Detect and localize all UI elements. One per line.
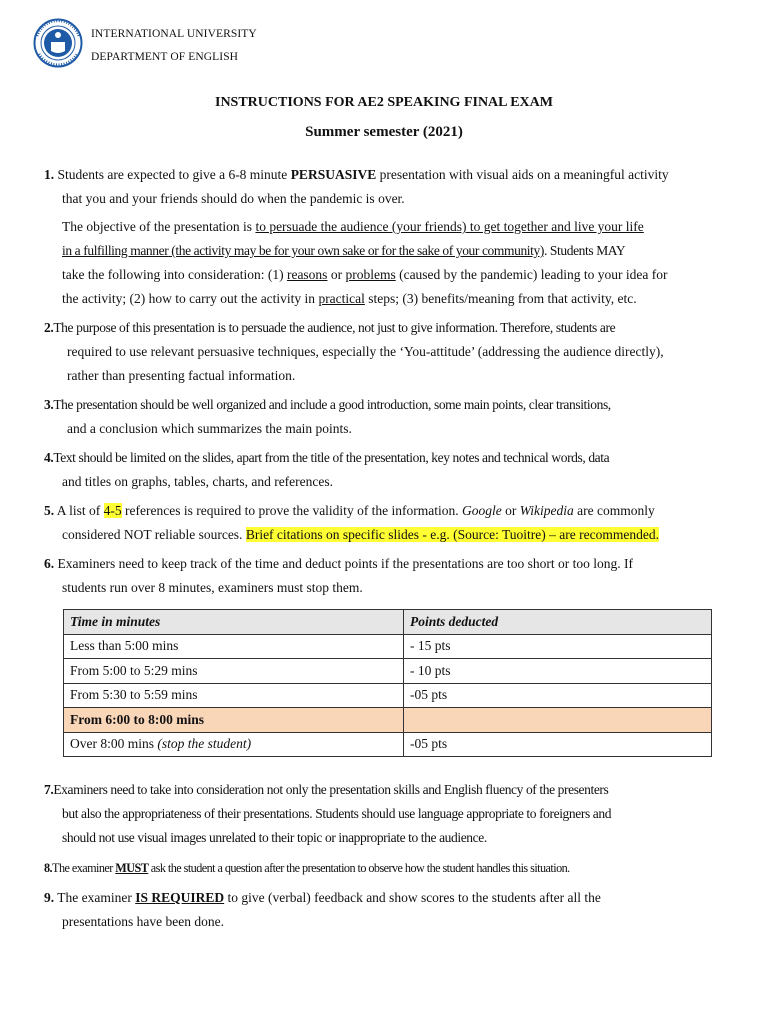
item-9-line-1 [44,886,601,910]
item-2-line-1 [44,316,615,340]
item-9-text: The examiner [57,890,136,905]
item-1-paragraph-line-4 [62,287,637,311]
item-5-highlight: 4-5 [103,503,122,518]
item-8-text: ask the student a question after the presentation to observe how the student handles this situation. [148,861,570,875]
item-1-text: Students are expected to give a 6-8 minute [57,167,291,182]
item-6-line-1 [44,552,633,576]
table-row [64,659,712,684]
item-5-text: considered NOT reliable sources. [62,527,246,542]
page-subtitle: Summer semester (2021) [305,124,463,140]
item-9-line-2: presentations have been done. [62,914,224,929]
item-5-text: A list of [56,503,104,518]
table-row [64,634,712,659]
item-1-text: . Students MAY [543,243,626,258]
item-1-underlined: (the activity may be for your own sake or for the sake of your community) [168,243,544,258]
table-cell: - 10 pts [404,659,712,684]
item-1-underlined: to persuade the audience (your friends) to get together and live your life [255,219,644,234]
table-header-cell: Points deducted [404,610,712,635]
item-9-text: to give (verbal) feedback and show scores to the students after all the [224,890,601,905]
university-name: INTERNATIONAL UNIVERSITY [91,28,257,40]
item-7-number: 7. [44,782,54,797]
item-1-emphasis: PERSUASIVE [290,167,377,182]
item-5-text: are commonly [573,503,655,518]
table-cell [404,708,712,733]
item-1-line-2: that you and your friends should do when the pandemic is over. [62,191,405,206]
item-2-line-2: required to use relevant persuasive techniques, especially the ‘You-attitude’ (addressing the audience directly), [67,344,664,359]
item-4-text: Text should be limited on the slides, apart from the title of the presentation, key notes and technical words, data [53,450,610,465]
item-8-text: The examiner [52,861,116,875]
table-cell: - 15 pts [404,634,712,659]
university-seal-icon [33,18,83,68]
table-cell-text: Over 8:00 mins [70,736,154,752]
item-3-line-2: and a conclusion which summarizes the main points. [67,421,352,436]
table-cell: -05 pts [404,683,712,708]
item-1-text: presentation with visual aids on a meaningful activity [376,167,669,182]
item-3-text: The presentation should be well organized and include a good introduction, some main points, clear transitions, [53,397,611,412]
item-1-paragraph-line-1 [62,215,644,239]
item-1-text: steps; (3) benefits/meaning from that activity, etc. [364,291,637,306]
item-6-number: 6. [44,556,55,571]
item-7-text: Examiners need to take into consideration not only the presentation skills and English fluency of the presenters [53,782,609,797]
table-cell: Less than 5:00 mins [64,634,404,659]
table-row [64,683,712,708]
item-5-line-1 [44,499,655,523]
item-5-italic: Wikipedia [519,503,574,518]
item-1-paragraph-line-2 [62,239,625,263]
item-8-line-1 [44,856,570,880]
item-9-number: 9. [44,890,55,905]
item-4-number: 4. [44,450,54,465]
item-7-line-2: but also the appropriateness of their presentations. Students should use language appropriate to foreigners and [62,806,612,821]
item-1-text: the activity; (2) how to carry out the activity in [62,291,319,306]
table-header-row [64,610,712,635]
item-5-number: 5. [44,503,55,518]
item-5-highlight: Brief citations on specific slides - e.g. (Source: Tuoitre) – are recommended. [245,527,659,542]
item-5-text: references is required to prove the validity of the information. [121,503,463,518]
table-cell: From 5:00 to 5:29 mins [64,659,404,684]
item-7-line-1 [44,778,608,802]
item-7-line-3: should not use visual images unrelated to their topic or inappropriate to the audience. [62,830,487,845]
points-deduction-table [63,609,712,757]
item-1-paragraph-line-3 [62,263,667,287]
item-8-emphasis: MUST [115,861,149,875]
item-1-line-1 [44,163,669,187]
item-1-text: The objective of the presentation is [62,219,256,234]
item-1-underlined: practical [318,291,365,306]
item-1-text: take the following into consideration: (1) [62,267,287,282]
table-cell: From 6:00 to 8:00 mins [64,708,404,733]
item-8-number: 8. [44,861,53,875]
item-1-underlined: in a fulfilling manner [62,243,169,258]
item-1-text: (caused by the pandemic) leading to your idea for [395,267,668,282]
item-3-number: 3. [44,397,54,412]
item-2-line-3: rather than presenting factual information. [67,368,296,383]
table-cell [64,732,404,757]
item-1-underlined: problems [345,267,396,282]
item-5-italic: Google [462,503,502,518]
item-2-text: The purpose of this presentation is to persuade the audience, not just to give information. Therefore, students are [53,320,616,335]
table-row-highlighted [64,708,712,733]
item-1-underlined: reasons [286,267,328,282]
page-title: INSTRUCTIONS FOR AE2 SPEAKING FINAL EXAM [215,95,553,110]
item-1-text: or [327,267,346,282]
table-cell: -05 pts [404,732,712,757]
item-6-text: Examiners need to keep track of the time and deduct points if the presentations are too short or too long. If [57,556,633,571]
item-5-text: or [501,503,520,518]
table-header-cell: Time in minutes [64,610,404,635]
item-4-line-2: and titles on graphs, tables, charts, and references. [62,474,334,489]
table-cell: From 5:30 to 5:59 mins [64,683,404,708]
item-6-line-2: students run over 8 minutes, examiners must stop them. [62,580,363,595]
item-9-emphasis: IS REQUIRED [135,890,225,905]
item-4-line-1 [44,446,609,470]
item-1-number: 1. [44,167,55,182]
item-2-number: 2. [44,320,54,335]
department-name: DEPARTMENT OF ENGLISH [91,51,239,63]
item-5-line-2 [62,523,659,547]
table-cell-note: (stop the student) [157,736,252,752]
item-3-line-1 [44,393,611,417]
table-row [64,732,712,757]
